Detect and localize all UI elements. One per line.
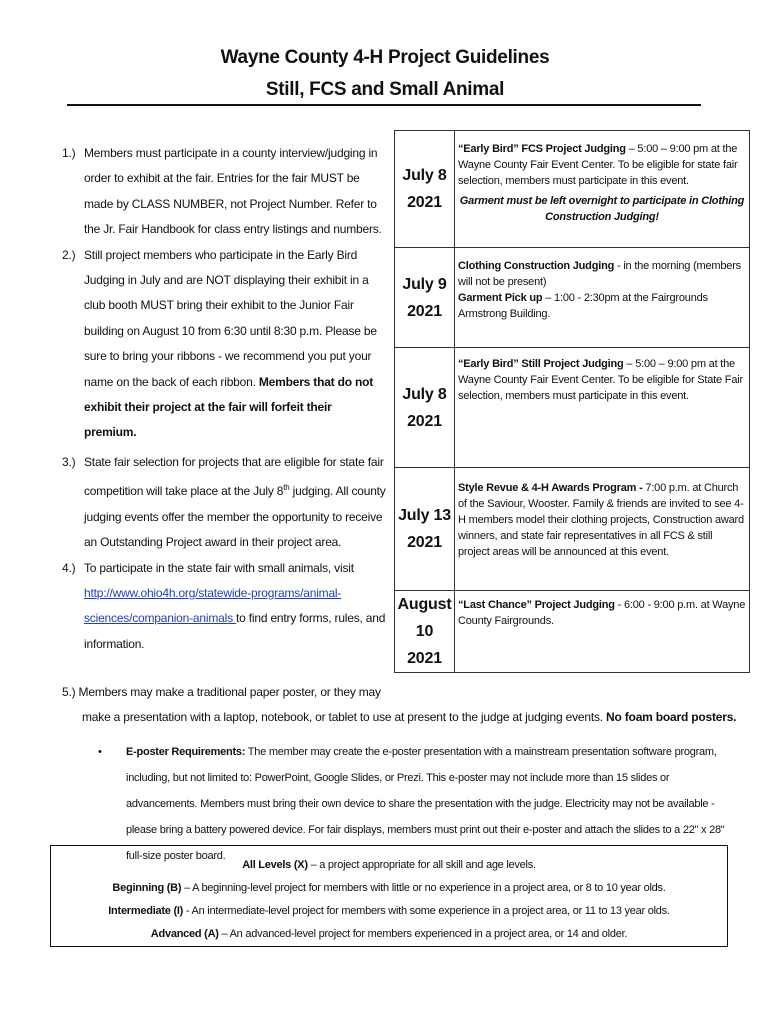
item-text: Members must participate in a county interview/judging in order to exhibit at the fair. Entries for the fair MUST be made by CLASS NUMBER, not Project Number. Refer to the Jr. Fair Handbook for class entry listings and numbers. xyxy=(84,146,382,237)
schedule-date: July 8 2021 xyxy=(395,131,455,248)
project-levels-box xyxy=(50,845,728,947)
schedule-table xyxy=(394,130,750,673)
schedule-date: July 13 2021 xyxy=(395,468,455,591)
item-number: 2.) xyxy=(62,247,76,262)
table-row xyxy=(395,591,750,673)
level-line: All Levels (X) – a project appropriate for all skill and age levels. xyxy=(242,859,536,871)
event-title: Style Revue & 4-H Awards Program - xyxy=(458,482,643,494)
bullet-icon: • xyxy=(98,746,102,758)
event-text: - 6:00 - 9:00 p.m. at Wayne County Fairgrounds. xyxy=(458,599,746,627)
item-text: Still project members who participate in the Early Bird Judging in July and are NOT displaying their exhibit in a club booth MUST bring their exhibit to the Junior Fair building on August 10 from 6:30 until 8:30 p.m. Please be sure to bring your ribbons - we recommend you put your name on the back of each ribbon. xyxy=(84,247,377,389)
level-line: Intermediate (I) - An intermediate-level project for members with some experience in a project area, or 11 to 13 year olds. xyxy=(108,905,670,917)
list-item xyxy=(62,243,387,446)
event-text: – 5:00 – 9:00 pm at the Wayne County Fair Event Center. To be eligible for State Fair selection, members must participate in this event. xyxy=(458,358,743,402)
item-number: 1.) xyxy=(62,146,76,160)
schedule-description xyxy=(455,131,750,248)
schedule-date: July 9 2021 xyxy=(395,248,455,348)
eposter-text: The member may create the e-poster presentation with a mainstream presentation software program, including, but not limited to: PowerPoint, Google Slides, or Prezi. This e-poster may not include more than 15 slides or advancements. Members must bring their own device to share the presentation with the judge. Electricity may not be available - please bring a battery powered device. For fair displays, members must print out their e-poster and attach the slides to a 22" x 28" full-size poster board. xyxy=(126,746,725,862)
schedule-date: July 8 2021 xyxy=(395,348,455,468)
item-bold-text: No foam board posters. xyxy=(606,710,737,724)
event-title: “Early Bird” Still Project Judging xyxy=(458,358,624,370)
event-text: - in the morning (members will not be present) xyxy=(458,260,741,288)
table-row xyxy=(395,348,750,468)
item-number: 5.) xyxy=(62,685,76,699)
event-title: Clothing Construction Judging xyxy=(458,260,615,272)
title-underline xyxy=(67,104,701,106)
item-text: Members may make a traditional paper poster, or they may xyxy=(78,685,381,699)
list-item xyxy=(62,680,742,730)
event-text: – 1:00 - 2:30pm at the Fairgrounds Armstrong Building. xyxy=(458,292,708,320)
event-note: Garment must be left overnight to participate in Clothing Construction Judging! xyxy=(459,195,745,223)
item-text: make a presentation with a laptop, notebook, or tablet to use at present to the judge at judging events. xyxy=(82,710,607,724)
schedule-description xyxy=(455,591,750,673)
list-item xyxy=(62,450,387,556)
event-text: 7:00 p.m. at Church of the Saviour, Wooster. Family & friends are invited to see 4-H members model their clothing projects, Construction award winners, and state fair representatives in all FCS & still project areas will be announced at this event. xyxy=(458,482,744,558)
item-text: State fair selection for projects that are eligible for state fair competition will take place at the July 8 xyxy=(84,454,384,499)
page-subtitle: Still, FCS and Small Animal xyxy=(265,79,505,100)
item-text: To participate in the state fair with small animals, visit xyxy=(84,560,354,575)
item-number: 3.) xyxy=(62,454,76,469)
event-title: Garment Pick up xyxy=(458,292,543,304)
table-row xyxy=(395,131,750,248)
companion-animals-link[interactable]: http://www.ohio4h.org/statewide-programs/animal-sciences/companion-animals xyxy=(84,585,342,626)
list-item xyxy=(62,556,387,658)
superscript: th xyxy=(283,483,290,493)
level-line: Beginning (B) – A beginning-level project for members with little or no experience in a project area, or 8 to 10 year olds. xyxy=(112,882,666,894)
eposter-heading: E-poster Requirements: xyxy=(126,746,246,758)
table-row xyxy=(395,248,750,348)
item-text: to find entry forms, rules, and information. xyxy=(84,611,386,651)
schedule-description xyxy=(455,468,750,591)
event-title: “Last Chance” Project Judging xyxy=(458,599,615,611)
event-text: – 5:00 – 9:00 pm at the Wayne County Fair Event Center. To be eligible for state fair selection, members must participate in this event. xyxy=(458,143,738,187)
item-number: 4.) xyxy=(62,560,76,575)
item-bold-text: Members that do not exhibit their project at the fair will forfeit their premium. xyxy=(84,374,374,440)
schedule-date: August 10 2021 xyxy=(395,591,455,673)
level-line: Advanced (A) – An advanced-level project for members experienced in a project area, or 14 and older. xyxy=(150,928,628,940)
event-title: “Early Bird” FCS Project Judging xyxy=(458,143,626,155)
item-text: judging. All county judging events offer the member the opportunity to receive an Outstanding Project award in their project area. xyxy=(84,484,386,550)
guidelines-list xyxy=(62,141,387,657)
schedule-description xyxy=(455,248,750,348)
table-row xyxy=(395,468,750,591)
list-item xyxy=(62,141,387,243)
schedule-description xyxy=(455,348,750,468)
page-title: Wayne County 4-H Project Guidelines xyxy=(220,47,550,68)
